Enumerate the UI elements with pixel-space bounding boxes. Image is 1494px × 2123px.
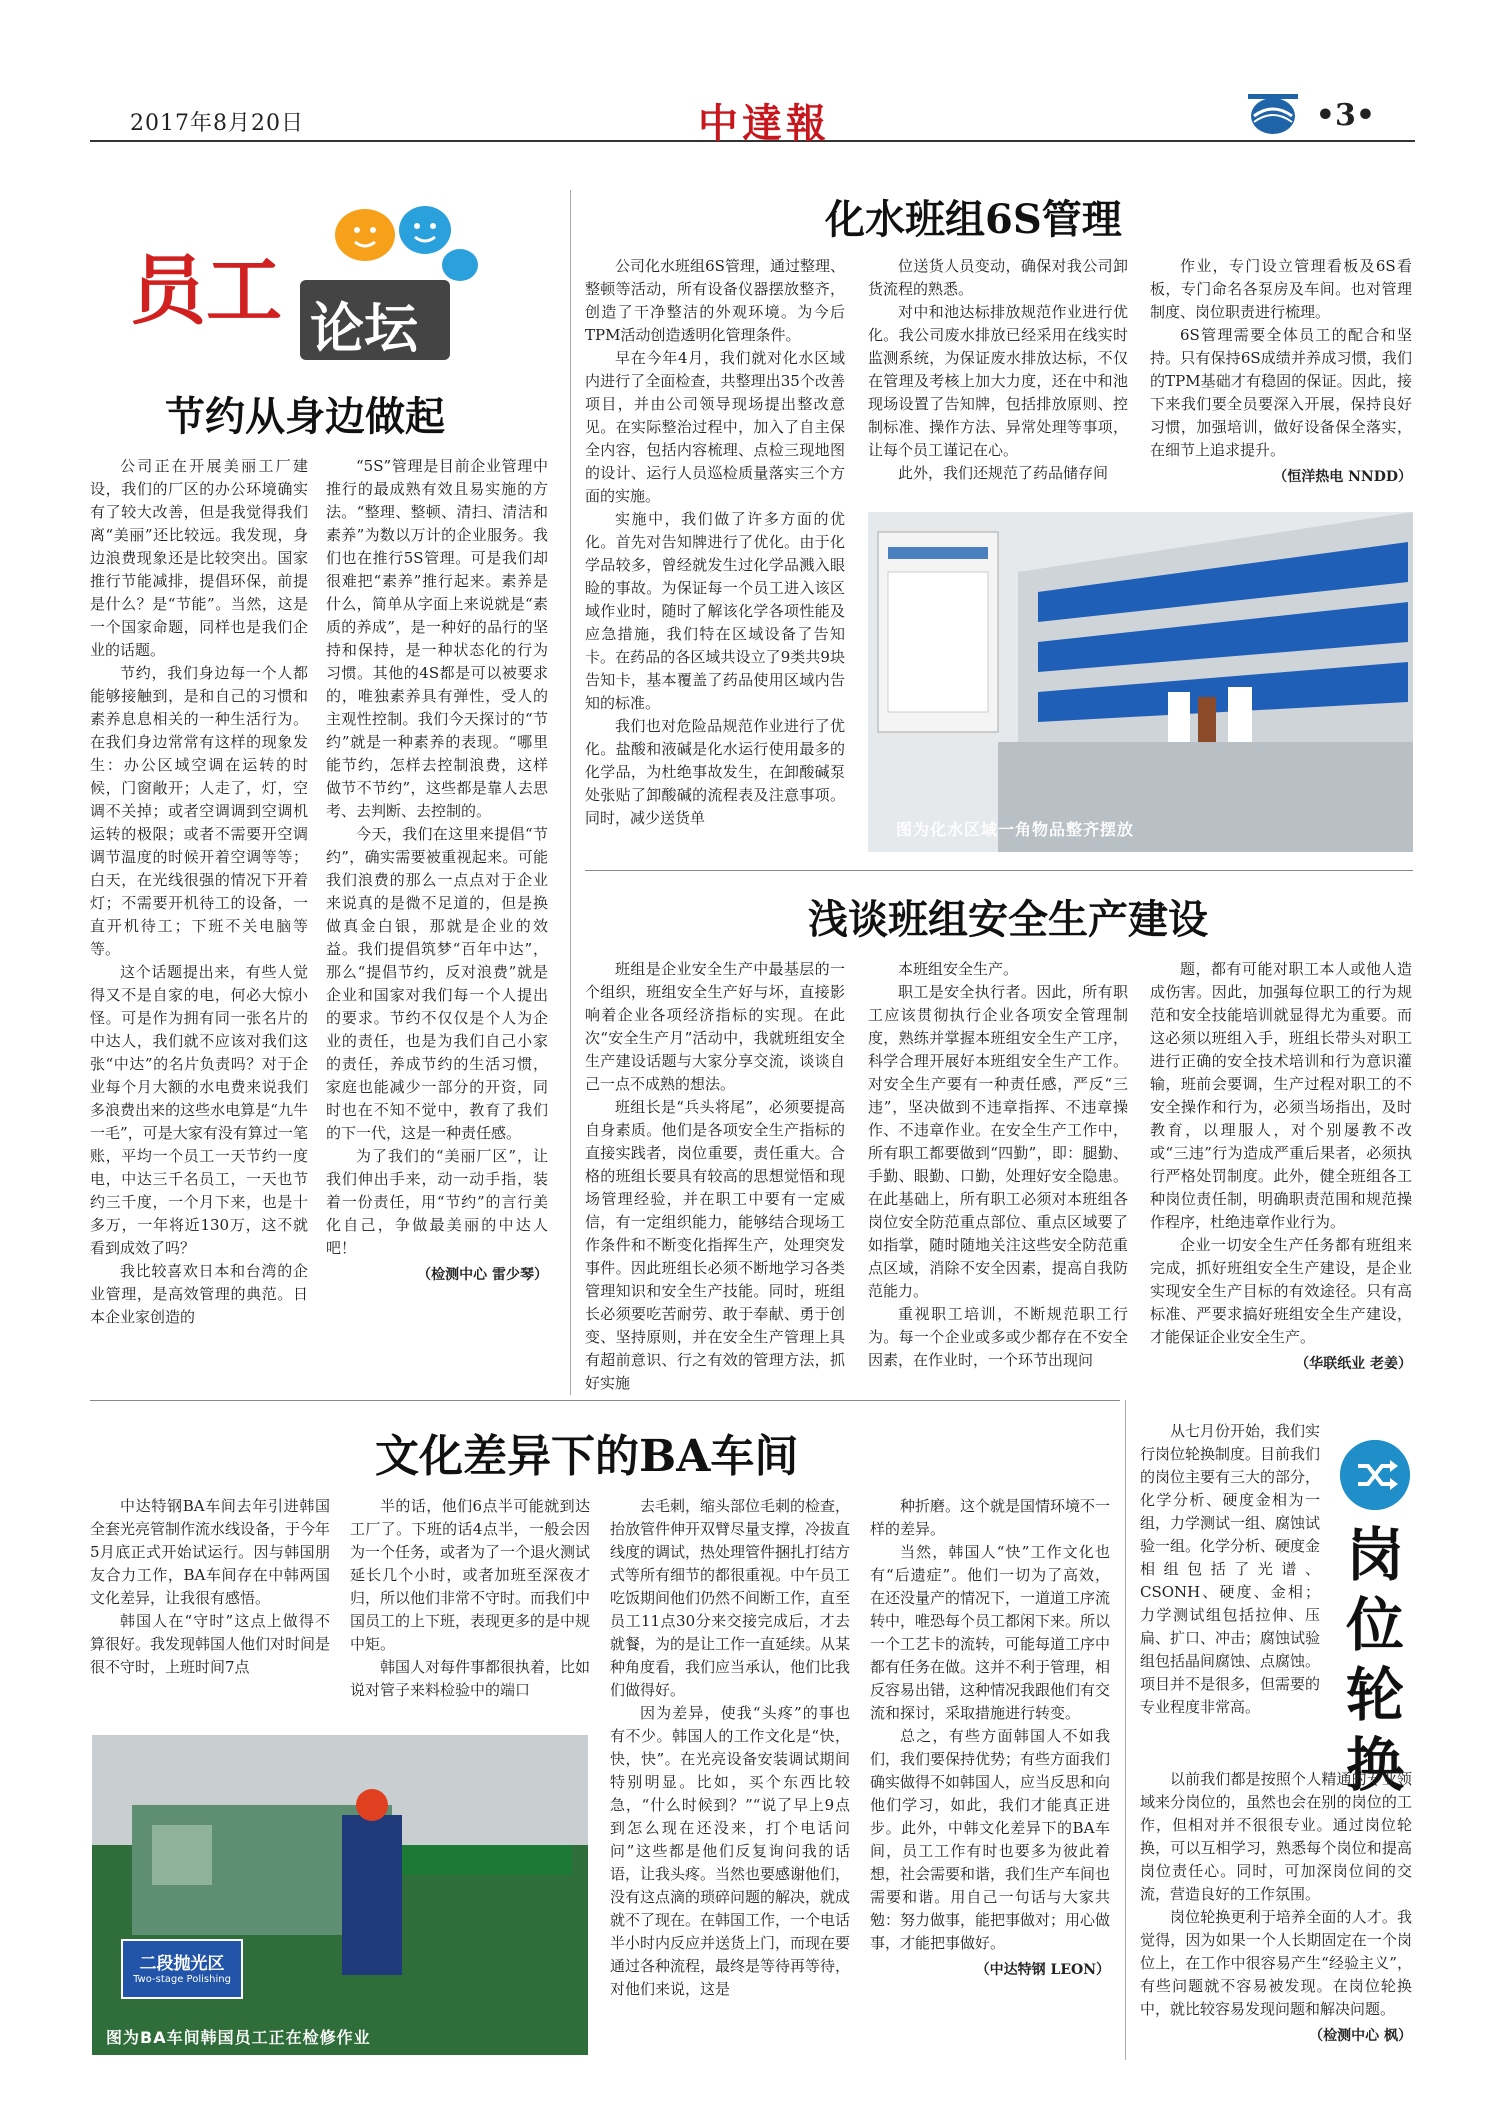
article-huashui-col2 <box>868 255 1128 485</box>
forum-badge <box>130 190 510 370</box>
article-huashui-col3 <box>1150 255 1412 489</box>
section-divider <box>90 1400 1120 1401</box>
paragraph: 题，都有可能对职工本人或他人造成伤害。因此，加强每位职工的行为规范和安全技能培训就显得尤为重要。而这必须以班组入手，班组长带头对职工进行正确的安全技术培训和行为意识灌输，班前会要调，生产过程对职工的不安全操作和行为，必须当场指出，及时教育，以理服人，对个别屡教不改或“三违”行为造成严重后果者，必须执行严格处罚制度。此外，健全班组各工种岗位责任制，明确职责范围和规范操作程序，杜绝违章作业行为。 <box>1150 960 1412 1231</box>
company-emblem-icon <box>1240 92 1306 136</box>
article-byline: （检测中心 枫） <box>1309 2028 1412 2044</box>
paragraph: 企业一切安全生产任务都有班组来完成，抓好班组安全生产建设，是企业实现安全生产目标的有效途径。只有高标准、严要求搞好班组安全生产建设，才能保证企业安全生产。 <box>1150 1236 1412 1346</box>
forum-badge-word1: 员工 <box>130 246 282 335</box>
workshop-machine-icon <box>92 1735 588 2055</box>
paragraph: 节约，我们身边每一个人都能够接触到，是和自己的习惯和素养息息相关的一种生活行为。在我们身边常常有这样的现象发生：办公区域空调在运转的时候，门窗敞开；人走了，灯，空调不关掉；或者空调调到空调机运转的极限；或者不需要开空调调节温度的时候开着空调等等；白天，在光线很强的情况下开着灯；不需要开机待工的设备，一直开机待工；下班不关电脑等等。 <box>90 664 308 958</box>
article-byline: （华联纸业 老姜） <box>1295 1356 1412 1372</box>
paragraph: 为了我们的“美丽厂区”，让我们伸出手来，动一动手指，装着一份责任，用“节约”的言行美化自己，争做最美丽的中达人吧！ <box>326 1147 548 1257</box>
paragraph: 这个话题提出来，有些人觉得又不是自家的电，何必大惊小怪。可是作为拥有同一张名片的中达人，我们就不应该对我们这张“中达”的名片负责吗？对于企业每个月大额的水电费来说我们多浪费出来的这些水电算是“九牛一毛”，可是大家有没有算过一笔账，平均一个员工一天节约一度电，中达三千名员工，一天也节约三千度，一个月下来，也是十多万，一年将近130万，这不就看到成效了吗？ <box>90 963 308 1257</box>
paragraph: 作业，专门设立管理看板及6S看板，专门命名各泵房及车间。也对管理制度、岗位职责进行梳理。 <box>1150 257 1412 321</box>
article-byline: （恒洋热电 NNDD） <box>1273 469 1412 485</box>
article-anquan-col2 <box>868 958 1128 1372</box>
workshop-sign-subtitle: Two-stage Polishing <box>133 1974 231 1985</box>
paragraph: 此外，我们还规范了药品储存间 <box>898 464 1109 482</box>
article-ba-col3 <box>610 1495 850 2001</box>
article-ba-col1 <box>90 1495 330 1679</box>
paragraph: 从七月份开始，我们实行岗位轮换制度。目前我们的岗位主要有三大的部分，化学分析、硬度金相为一组，力学测试一组、腐蚀试验一组。化学分析、硬度金相组包括了光谱、CSONH、硬度、金相；力学测试组包括拉伸、压扁、扩口、冲击；腐蚀试验组包括晶间腐蚀、点腐蚀。项目并不是很多，但需要的专业程度非常高。 <box>1140 1422 1321 1716</box>
article-anquan-col3 <box>1150 958 1412 1376</box>
paragraph: 实施中，我们做了许多方面的优化。首先对告知牌进行了优化。由于化学品较多，曾经就发生过化学品溅入眼睑的事故。为保证每一个员工进入该区域作业时，随时了解该化学各项性能及应急措施，我们特在区域设备了告知卡。在药品的各区域共设立了9类共9块告知卡，基本覆盖了药品使用区域内告知的标准。 <box>585 510 845 712</box>
paragraph: 以前我们都是按照个人精通的专业领域来分岗位的，虽然也会在别的岗位的工作，但相对并不很很专业。通过岗位轮换，可以互相学习，熟悉每个岗位和提高岗位责任心。同时，可加深岗位间的交流，营造良好的工作氛围。 <box>1140 1770 1412 1903</box>
paragraph: 班组是企业安全生产中最基层的一个组织，班组安全生产好与坏，直接影响着企业各项经济指标的实现。在此次“安全生产月”活动中，我就班组安全生产建设话题与大家分享交流，谈谈自己一点不成熟的想法。 <box>585 960 845 1093</box>
article-title-ba: 文化差异下的BA车间 <box>375 1431 799 1482</box>
paragraph: 今天，我们在这里来提倡“节约”，确实需要被重视起来。可能我们浪费的那么一点点对于企业来说真的是微不足道的，但是换做真金白银，那就是企业的效益。我们提倡筑梦“百年中达”，那么“提倡节约，反对浪费”就是企业和国家对我们每一个人提出的要求。节约不仅仅是个人为企业的责任，也是为我们自己小家的责任，养成节约的生活习惯，家庭也能减少一部分的开资，同时也在不知不觉中，教育了我们的下一代，这是一种责任感。 <box>326 825 548 1142</box>
column-divider <box>570 190 571 1395</box>
storage-shelves-icon <box>868 512 1413 852</box>
paragraph: 我们也对危险品规范作业进行了优化。盐酸和液碱是化水运行使用最多的化学品，为杜绝事故发生，在卸酸碱泵处张贴了卸酸碱的流程表及注意事项。同时，减少送货单 <box>585 717 845 827</box>
paragraph: 位送货人员变动，确保对我公司卸货流程的熟悉。 <box>868 257 1128 298</box>
page-number: •3• <box>1315 98 1375 133</box>
workshop-sign <box>126 1949 238 1985</box>
paragraph: 6S管理需要全体员工的配合和坚持。只有保持6S成绩并养成习惯，我们的TPM基础才有稳固的保证。因此，接下来我们要全员要深入开展，保持良好习惯，加强培训，做好设备保全落实，在细节上追求提升。 <box>1150 326 1412 459</box>
paragraph: 当然，韩国人“快”工作文化也有“后遗症”。他们一切为了高效，在还没量产的情况下，一道道工序流转中，唯恐每个员工都闲下来。所以一个工艺卡的流转，可能每道工序中都有任务在做。这并不利于管理，相反容易出错，这种情况我跟他们有交流和探讨，采取措施进行转变。 <box>870 1543 1111 1722</box>
paragraph: 总之，有些方面韩国人不如我们，我们要保持优势；有些方面我们确实做得不如韩国人，应当反思和向他们学习，如此，我们才能真正进步。此外，中韩文化差异下的BA车间，员工工作有时也要多为彼此着想，社会需要和谐，我们生产车间也需要和谐。用自己一句话与大家共勉：努力做事，能把事做对；用心做事，才能把事做好。 <box>870 1727 1111 1952</box>
article-title-huashui: 化水班组6S管理 <box>825 196 1122 243</box>
photo-caption: 图为化水区域一角物品整齐摆放 <box>896 820 1135 839</box>
column-divider <box>1125 1400 1126 2060</box>
masthead-bar <box>90 98 1415 147</box>
photo-caption: 图为BA车间韩国员工正在检修作业 <box>106 2028 371 2047</box>
paragraph: 岗位轮换更利于培养全面的人才。我觉得，因为如果一个人长期固定在一个岗位上，在工作中很容易产生“经验主义”，有些问题就不容易被发现。在岗位轮换中，就比较容易发现问题和解决问题。 <box>1140 1908 1412 2018</box>
paragraph: 班组长是“兵头将尾”，必须要提高自身素质。他们是各项安全生产指标的直接实践者，岗位重要，责任重大。合格的班组长要具有较高的思想觉悟和现场管理经验，并在职工中要有一定威信，有一定组织能力，能够结合现场工作条件和不断变化指挥生产，处理突发事件。因此班组长必须不断地学习各类管理知识和安全生产技能。同时，班组长必须要吃苦耐劳、敢于奉献、勇于创变、坚持原则，并在安全生产管理上具有超前意识、行之有效的管理方法，抓好实施 <box>585 1098 845 1392</box>
article-huashui-col1 <box>585 255 845 830</box>
paragraph: 我比较喜欢日本和台湾的企业管理，是高效管理的典范。日本企业家创造的 <box>90 1262 308 1326</box>
ba-workshop-photo <box>92 1735 588 2055</box>
storage-room-photo <box>868 512 1413 852</box>
paragraph: 职工是安全执行者。因此，所有职工应该贯彻执行企业各项安全管理制度，熟练并掌握本班组安全生产工序，科学合理开展好本班组安全生产工作。对安全生产要有一种责任感，严反“三违”，坚决做到不违章指挥、不违章操作、不违章作业。在安全生产工作中，所有职工都要做到“四勤”，即：腿勤、手勤、眼勤、口勤，处理好安全隐患。在此基础上，所有职工必须对本班组各岗位安全防范重点部位、重点区域要了如指掌，随时随地关注这些安全防范重点区域，消除不安全因素，提高自我防范能力。 <box>868 983 1128 1300</box>
article-title-anquan: 浅谈班组安全生产建设 <box>808 896 1208 943</box>
paragraph: 韩国人在“守时”这点上做得不算很好。我发现韩国人他们对时间是很不守时，上班时间7点 <box>90 1612 331 1676</box>
paragraph: 中达特钢BA车间去年引进韩国全套光亮管制作流水线设备，于今年5月底正式开始试运行。因与韩国朋友合力工作，BA车间存在中韩两国文化差异，让我很有感悟。 <box>90 1497 331 1607</box>
paragraph: 种折磨。这个就是国情环境不一样的差异。 <box>870 1497 1111 1538</box>
paragraph: 早在今年4月，我们就对化水区域内进行了全面检查，共整理出35个改善项目，并由公司领导现场提出整改意见。在实际整治过程中，加入了自主保全内容，包括内容梳理、点检三现地图的设计、运行人员巡检质量落实三个方面的实施。 <box>585 349 845 505</box>
paragraph: 因为差异，使我“头疼”的事也有不少。韩国人的工作文化是“快，快，快”。在光亮设备安装调试期间特别明显。比如，买个东西比较急，“什么时候到？”“说了早上9点到怎么现在还没来，打个电话问问”这些都是他们反复询问我的话语，让我头疼。当然也要感谢他们，没有这点滴的琐碎问题的解决，就成就不了现在。在韩国工作，一个电话半小时内反应并送货上门，而现在要通过各种流程，最终是等待再等待，对他们来说，这是 <box>610 1704 851 1998</box>
paragraph: 对中和池达标排放规范作业进行优化。我公司废水排放已经采用在线实时监测系统，为保证废水排放达标，不仅在管理及考核上加大力度，还在中和池现场设置了告知牌，包括排放原则、控制标准、操作方法、异常处理等事项，让每个员工谨记在心。 <box>868 303 1128 459</box>
workshop-sign-title: 二段抛光区 <box>139 1954 225 1974</box>
paragraph: 重视职工培训，不断规范职工行为。每一个企业或多或少都存在不安全因素，在作业时，一个环节出现问 <box>868 1305 1128 1369</box>
article-byline: （中达特钢 LEON） <box>975 1962 1110 1978</box>
forum-badge-word2: 论坛 <box>310 296 418 360</box>
article-title-gangwei: 岗位轮换 <box>1345 1521 1404 1799</box>
article-ba-col4 <box>870 1495 1110 1982</box>
paragraph: 本班组安全生产。 <box>898 960 1019 978</box>
article-byline: （检测中心 雷少琴） <box>417 1267 548 1283</box>
article-title-jieyue: 节约从身边做起 <box>165 393 445 440</box>
paragraph: 半的话，他们6点半可能就到达工厂了。下班的话4点半，一般会因为一个任务，或者为了一个退火测试延长几个小时，或者加班至深夜才归，所以他们非常不守时。而我们中国员工的上下班，表现更多的是中规中矩。 <box>350 1497 591 1653</box>
paragraph: 公司化水班组6S管理，通过整理、整顿等活动，所有设备仪器摆放整齐，创造了干净整洁的外观环境。为今后TPM活动创造透明化管理条件。 <box>585 257 845 344</box>
newspaper-logo: 中達報 <box>698 100 830 147</box>
issue-date: 2017年8月20日 <box>130 111 304 136</box>
paragraph: “5S”管理是目前企业管理中推行的最成熟有效且易实施的方法。“整理、整顿、清扫、清洁和素养”为数以万计的企业服务。我们也在推行5S管理。可是我们却很难把“素养”推行起来。素养是什么，简单从字面上来说就是“素质的养成”，是一种好的品行的坚持和保持，是一种状态化的行为习惯。其他的4S都是可以被要求的，唯独素养具有弹性，受人的主观性控制。我们今天探讨的“节约”就是一种素养的表现。“哪里能节约，怎样去控制浪费，这样做节不节约”，这些都是靠人去思考、去判断、去控制的。 <box>326 457 548 820</box>
article-jieyue-col2 <box>326 455 548 1287</box>
article-jieyue-col1 <box>90 455 308 1329</box>
article-anquan-col1 <box>585 958 845 1395</box>
section-divider <box>585 870 1413 871</box>
paragraph: 韩国人对每件事都很执着，比如说对管子来料检验中的端口 <box>350 1658 591 1699</box>
paragraph: 公司正在开展美丽工厂建设，我们的厂区的办公环境确实有了较大改善，但是我觉得我们离“美丽”还比较远。我发现，身边浪费现象还是比较突出。国家推行节能减排，提倡环保，前提是什么？是“节能”。当然，这是一个国家命题，同样也是我们企业的话题。 <box>90 457 308 659</box>
article-gangwei-col-lower <box>1140 1768 1412 2048</box>
article-ba-col2 <box>350 1495 590 1702</box>
shuffle-icon <box>1340 1440 1410 1510</box>
article-gangwei-col-upper <box>1140 1420 1320 1719</box>
paragraph: 去毛刺，缩头部位毛刺的检查，抬放管件伸开双臂尽量支撑，冷拔直线度的调试，热处理管件捆扎打结方式等所有细节的都很重视。中午员工吃饭期间他们仍然不间断工作，直至员工11点30分来交接完成后，才去就餐，为的是让工作一直延续。从某种角度看，我们应当承认，他们比我们做得好。 <box>610 1497 851 1699</box>
